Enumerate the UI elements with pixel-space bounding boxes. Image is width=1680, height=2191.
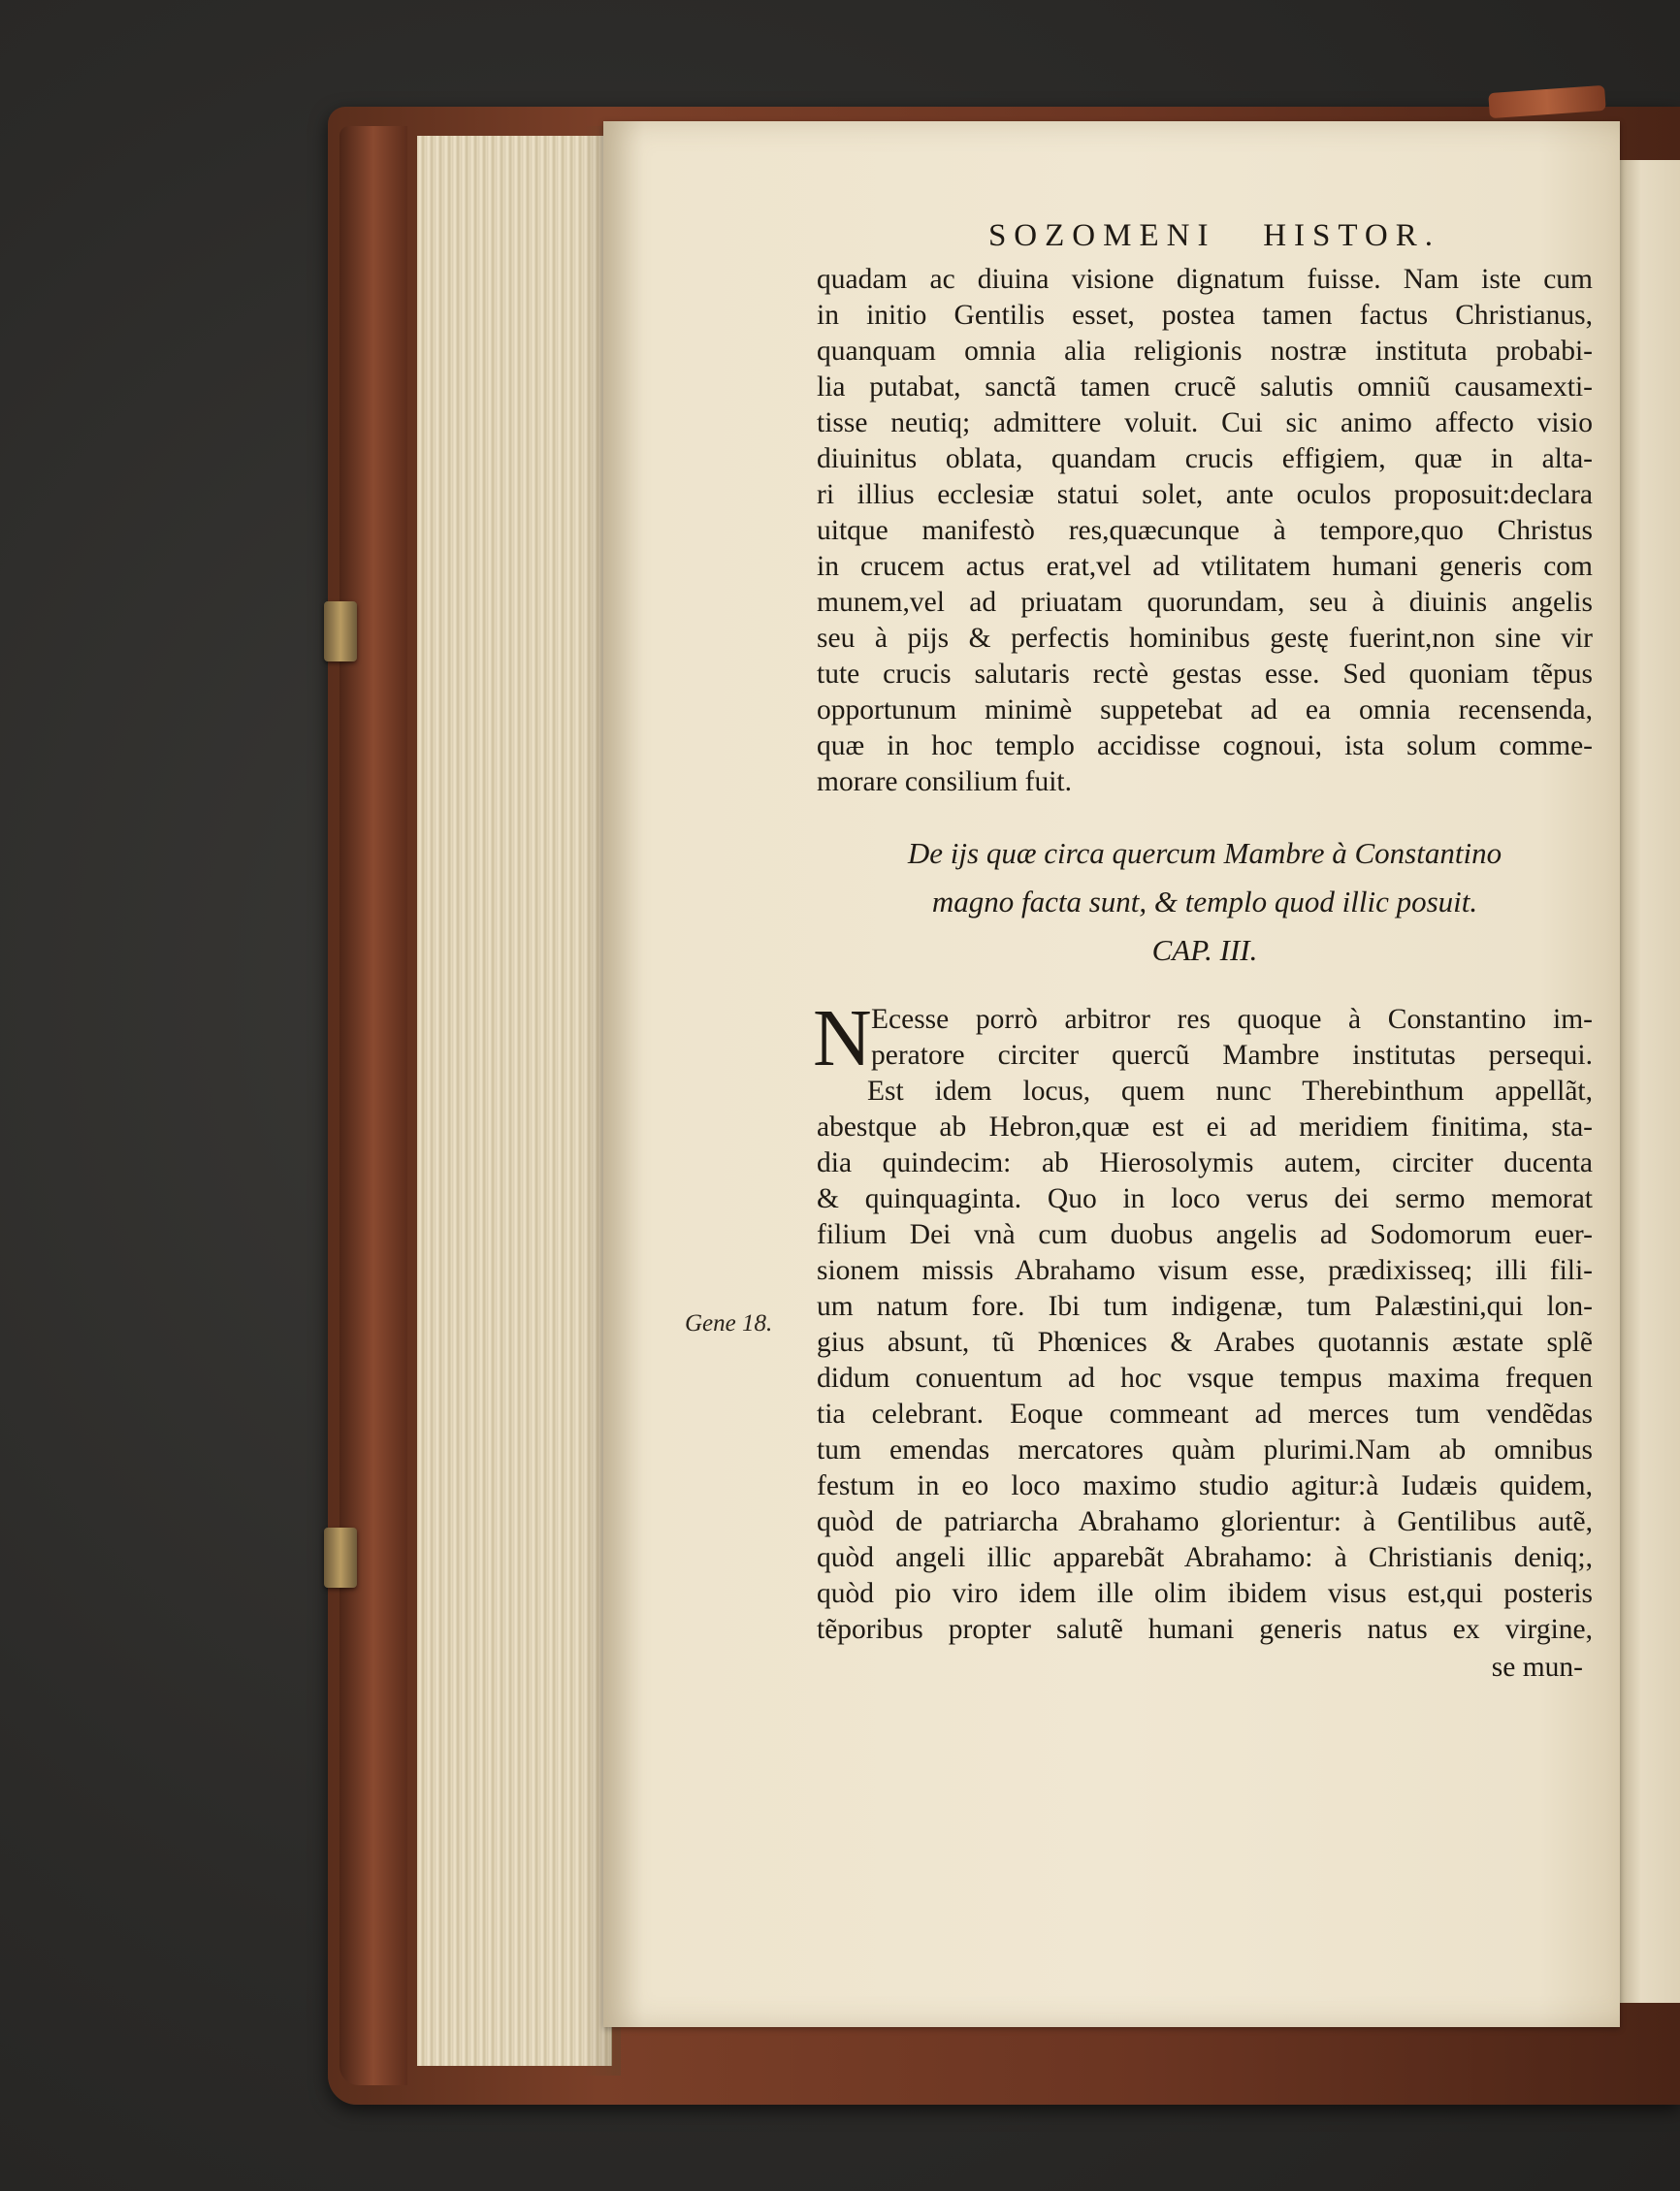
text-line: um natum fore. Ibi tum indigenæ, tum Palæstini,qui lon- [817,1291,1593,1322]
text-top [817,262,1593,800]
text-line: morare consilium fuit. [817,766,1072,797]
chapter-heading [817,829,1593,975]
text-line: abestque ab Hebron,quæ est ei ad meridiem finitima, sta- [817,1112,1593,1143]
text-line: in initio Gentilis esset, postea tamen factus Christianus, [817,300,1593,331]
margin-note: Gene 18. [685,1310,773,1337]
text-line: opportunum minimè suppetebat ad ea omnia recensenda, [817,694,1593,725]
clasp-bottom [324,1528,357,1588]
chapter-title-line: magno facta sunt, & templo quod illic posuit. [931,885,1478,918]
text-line: Ecesse porrò arbitror res quoque à Constantino im- [871,1004,1593,1035]
text-line: quadam ac diuina visione dignatum fuisse. Nam iste cum [817,264,1593,295]
text-line: & quinquaginta. Quo in loco verus dei sermo memorat [817,1183,1593,1214]
text-line: quòd pio viro idem ille olim ibidem visus est,qui posteris [817,1578,1593,1609]
chapter-title-line: De ijs quæ circa quercum Mambre à Constantino [907,836,1502,870]
chapter-number: CAP. III. [1151,933,1258,967]
drop-cap: N [813,993,872,1083]
text-line: festum in eo loco maximo studio agitur:à Iudæis quidem, [817,1470,1593,1501]
running-head: SOZOMENI HISTOR. [987,218,1441,253]
text-line: quæ in hoc templo accidisse cognoui, ista solum comme- [817,730,1593,761]
facing-page-edge [1615,160,1680,2003]
text-line: gius absunt, tũ Phœnices & Arabes quotannis æstate splẽ [817,1327,1593,1358]
book-cover-edge [339,126,407,2085]
text-line: quòd de patriarcha Abrahamo glorientur: à Gentilibus autẽ, [817,1506,1593,1537]
text-line: sionem missis Abrahamo visum esse, prædixisseq; illi fili- [817,1255,1593,1286]
clasp-top [324,601,357,661]
text-line: in crucem actus erat,vel ad vtilitatem humani generis com [817,551,1593,582]
text-line: tẽporibus propter salutẽ humani generis natus ex virgine, [817,1614,1593,1645]
text-line: munem,vel ad priuatam quorundam, seu à diuinis angelis [817,587,1593,618]
text-line: filium Dei vnà cum duobus angelis ad Sodomorum euer- [817,1219,1593,1250]
text-line: diuinitus oblata, quandam crucis effigiem, quæ in alta- [817,443,1593,474]
text-line: Est idem locus, quem nunc Therebinthum appellãt, [867,1076,1593,1107]
text-line: ri illius ecclesiæ statui solet, ante oculos proposuit:declara [817,479,1593,510]
text-line: quòd angeli illic apparebãt Abrahamo: à Christianis deniq;, [817,1542,1593,1573]
text-line: didum conuentum ad hoc vsque tempus maxima frequen [817,1363,1593,1394]
text-line: seu à pijs & perfectis hominibus gestę fuerint,non sine vir [817,623,1593,654]
text-line: peratore circiter quercũ Mambre institutas persequi. [871,1040,1593,1071]
text-line: dia quindecim: ab Hierosolymis autem, circiter ducenta [817,1147,1593,1178]
text-block [813,218,1593,1684]
text-line: tisse neutiq; admittere voluit. Cui sic animo affecto visio [817,407,1593,438]
text-line: tute crucis salutaris rectè gestas esse. Sed quoniam tẽpus [817,659,1593,690]
catchword: se mun- [1491,1652,1583,1683]
text-line: quanquam omnia alia religionis nostræ instituta probabi- [817,336,1593,367]
chapter-text [813,993,1593,1648]
text-line: uitque manifestò res,quæcunque à tempore,quo Christus [817,515,1593,546]
text-line: lia putabat, sanctã tamen crucẽ salutis omniũ causamexti- [817,371,1593,403]
text-line: tum emendas mercatores quàm plurimi.Nam ab omnibus [817,1434,1593,1466]
text-line: tia celebrant. Eoque commeant ad merces tum vendẽdas [817,1399,1593,1430]
